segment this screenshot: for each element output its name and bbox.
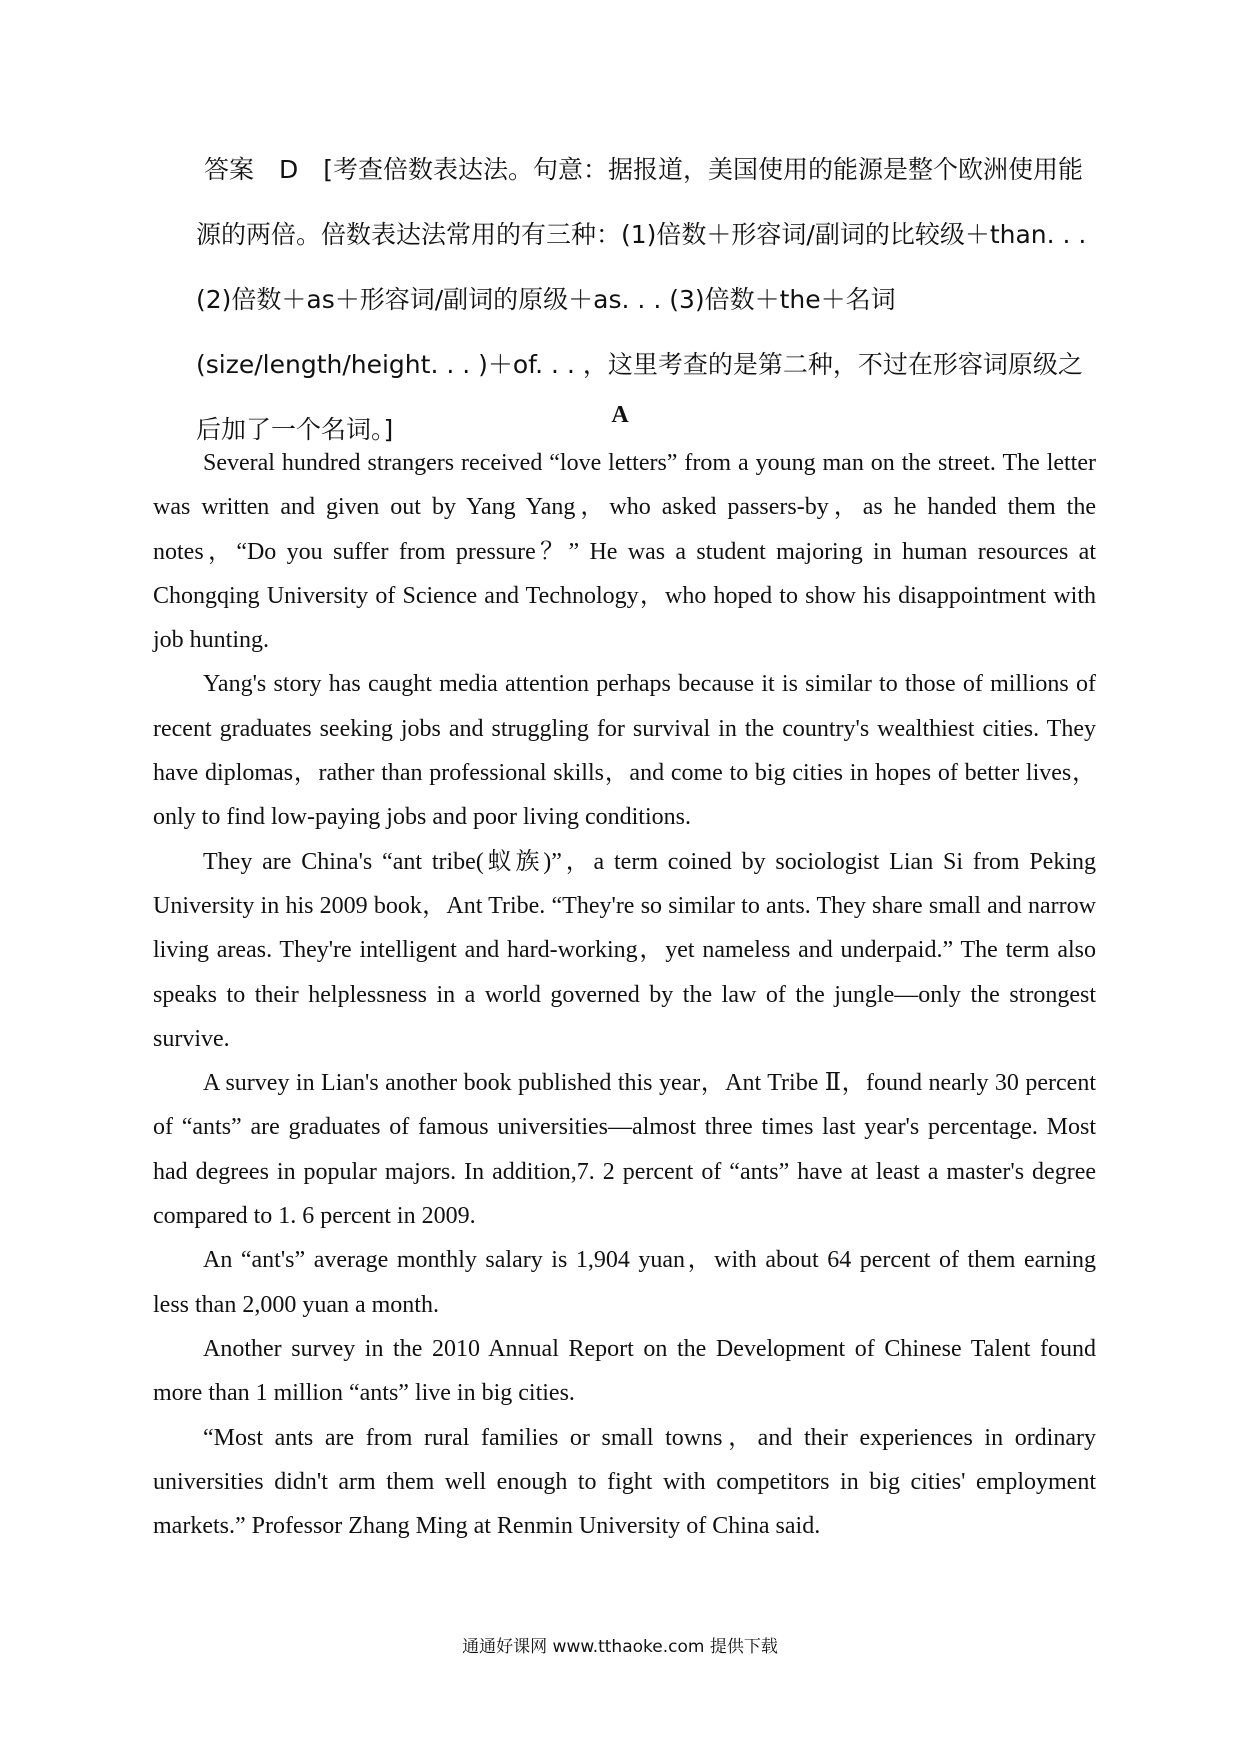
passage-heading: A [611,402,629,428]
passage-body [153,441,1096,1548]
paragraph: An “ant's” average monthly salary is 1,904 yuan，with about 64 percent of them earning less than 2,000 yuan a month. [153,1247,1096,1318]
paragraph: Another survey in the 2010 Annual Report on the Development of Chinese Talent found more than 1 million “ants” live in big cities. [153,1335,1096,1407]
paragraph: Several hundred strangers received “love letters” from a young man on the street. The letter was written and given out by Yang Yang，who asked passers-by，as he handed them the notes，“Do you suffer from pressure？” He was a student majoring in human resources at Chongqing University of Science and Technology，who hoped to show his disappointment with job hunting. [153,450,1096,654]
page-footer: 通通好课网 www.tthaoke.com 提供下载 [462,1637,778,1657]
paragraph: A survey in Lian's another book published this year，Ant Tribe Ⅱ，found nearly 30 percent of “ants” are graduates of famous universities—almost three times last year's percentage. Most had degrees in popular majors. In addition,7. 2 percent of “ants” have at least a master's degree compared to 1. 6 percent in 2009. [153,1070,1096,1230]
paragraph: They are China's “ant tribe(蚁族)”，a term coined by sociologist Lian Si from Peking University in his 2009 book，Ant Tribe. “They're so similar to ants. They share small and narrow living areas. They're intelligent and hard-working，yet nameless and underpaid.” The term also speaks to their helplessness in a world governed by the law of the jungle—only the strongest survive. [153,848,1096,1052]
paragraph: “Most ants are from rural families or small towns，and their experiences in ordinary universities didn't arm them well enough to fight with competitors in big cities' employment markets.” Professor Zhang Ming at Renmin University of China said. [153,1424,1096,1540]
answer-explanation: 答案 D [考查倍数表达法。句意：据报道，美国使用的能源是整个欧洲使用能源的两倍。倍数表达法常用的有三种：(1)倍数＋形容词/副词的比较级＋than. . . (2)倍数＋as＋形容词/副词的原级＋as. . . (3)倍数＋the＋名词(size/length/height. . . )＋of. . . ，这里考查的是第二种，不过在形容词原级之后加了一个名词。] [196,155,1087,444]
paragraph: Yang's story has caught media attention perhaps because it is similar to those of millions of recent graduates seeking jobs and struggling for survival in the country's wealthiest cities. They have diplomas，rather than professional skills，and come to big cities in hopes of better lives，only to find low-paying jobs and poor living conditions. [153,671,1096,831]
